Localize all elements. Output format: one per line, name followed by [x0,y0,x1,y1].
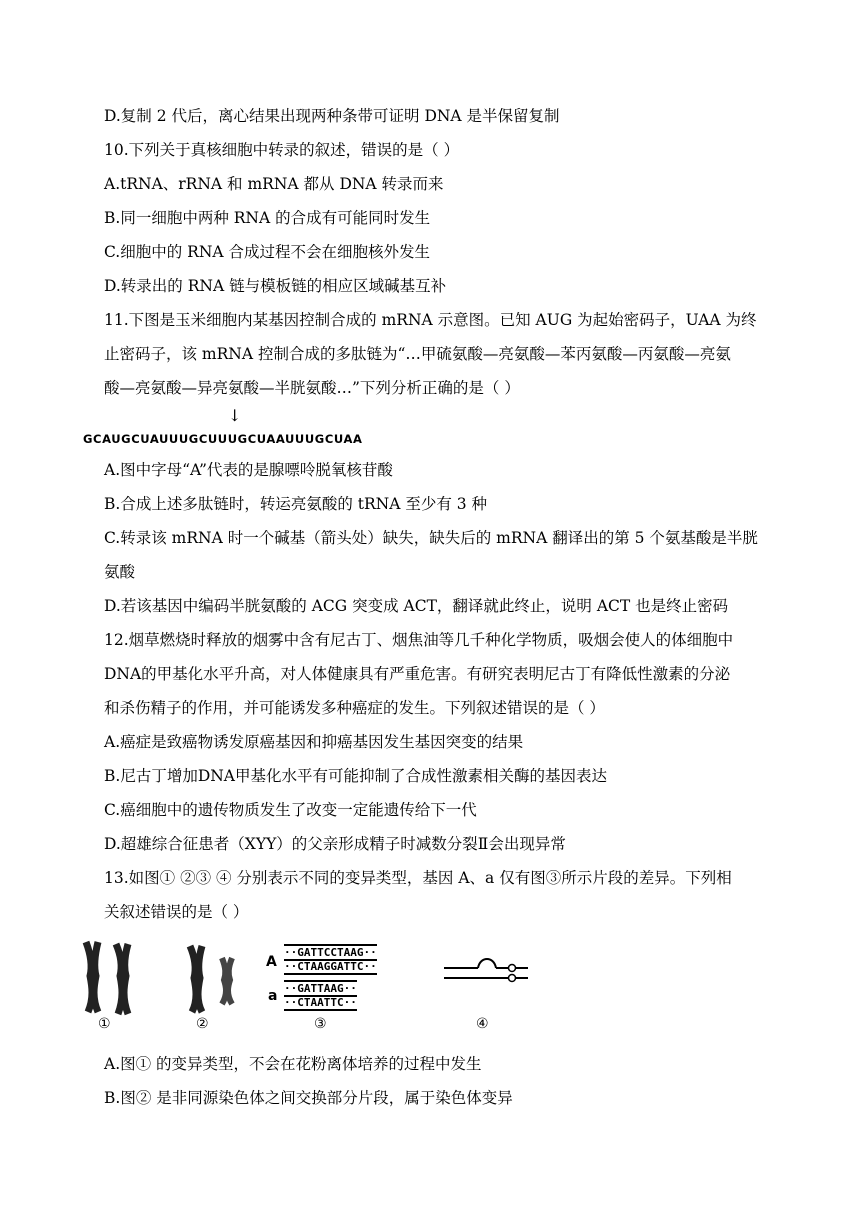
question-13-stem: 13.如图① ②③ ④ 分别表示不同的变异类型，基因 A、a 仅有图③所示片段的差异。下列相 [104,869,732,887]
gene-a-label: a [268,988,278,1004]
question-12-stem: DNA的甲基化水平升高，对人体健康具有严重危害。有研究表明尼古丁有降低性激素的分泌 [104,665,731,683]
option-b: B.图② 是非同源染色体之间交换部分片段，属于染色体变异 [104,1089,513,1107]
chromosome-pair-figure-2 [182,942,242,1022]
chromosome-loop-figure-4 [442,954,532,994]
figure-13 [70,930,550,1040]
option-a: A.图中字母“A”代表的是腺嘌呤脱氧核苷酸 [104,461,393,479]
arrow-icon: ↓ [228,406,242,425]
text-line: D.复制 2 代后，离心结果出现两种条带可证明 DNA 是半保留复制 [104,107,560,125]
question-11-stem: 酸—亮氨酸—异亮氨酸—半胱氨酸…”下列分析正确的是（ ） [104,379,520,397]
option-c: C.癌细胞中的遗传物质发生了改变一定能遗传给下一代 [104,801,477,819]
option-b: B.合成上述多肽链时，转运亮氨酸的 tRNA 至少有 3 种 [104,495,488,513]
gene-a-top-strand: ··GATTAAG·· [284,982,357,995]
question-12-stem: 12.烟草燃烧时释放的烟雾中含有尼古丁、烟焦油等几千种化学物质，吸烟会使人的体细胞中 [104,631,734,649]
option-d: D.转录出的 RNA 链与模板链的相应区域碱基互补 [104,277,447,295]
gene-A-label: A [266,954,277,970]
question-11-stem: 11.下图是玉米细胞内某基因控制合成的 mRNA 示意图。已知 AUG 为起始密码子，UAA 为终 [104,311,757,329]
option-d: D.若该基因中编码半胱氨酸的 ACG 突变成 ACT，翻译就此终止，说明 ACT 也是终止密码 [104,597,729,615]
option-b: B.同一细胞中两种 RNA 的合成有可能同时发生 [104,209,431,227]
gene-A-bottom-strand: ··CTAAGGATTC·· [284,960,377,973]
dna-sequence-figure-3 [266,944,426,1014]
question-13-stem: 关叙述错误的是（ ） [104,903,249,921]
option-a: A.tRNA、rRNA 和 mRNA 都从 DNA 转录而来 [104,175,444,193]
option-a: A.癌症是致癌物诱发原癌基因和抑癌基因发生基因突变的结果 [104,733,524,751]
option-d: D.超雄综合征患者（XYY）的父亲形成精子时减数分裂Ⅱ会出现异常 [104,835,566,853]
figure-label-4: ④ [476,1016,489,1032]
option-c-cont: 氨酸 [104,563,136,581]
option-a: A.图① 的变异类型，不会在花粉离体培养的过程中发生 [104,1055,482,1073]
question-11-stem: 止密码子，该 mRNA 控制合成的多肽链为“…甲硫氨酸—亮氨酸—苯丙氨酸—丙氨酸—亮氨 [104,345,731,363]
chromosome-pair-figure-1 [78,938,138,1018]
gene-A-top-strand: ··GATTCCTAAG·· [284,946,377,959]
question-10-stem: 10.下列关于真核细胞中转录的叙述，错误的是（ ） [104,141,460,159]
question-12-stem: 和杀伤精子的作用，并可能诱发多种癌症的发生。下列叙述错误的是（ ） [104,699,605,717]
figure-label-2: ② [196,1016,209,1032]
option-c: C.细胞中的 RNA 合成过程不会在细胞核外发生 [104,243,431,261]
mrna-sequence: GCAUGCUAUUUGCUUUGCUAAUUUGCUAA [83,432,363,446]
gene-a-bottom-strand: ··CTAATTC·· [284,996,357,1009]
figure-label-1: ① [98,1016,111,1032]
figure-label-3: ③ [314,1016,327,1032]
option-b: B.尼古丁增加DNA甲基化水平有可能抑制了合成性激素相关酶的基因表达 [104,767,608,785]
option-c: C.转录该 mRNA 时一个碱基（箭头处）缺失，缺失后的 mRNA 翻译出的第 5 个氨基酸是半胱 [104,529,758,547]
